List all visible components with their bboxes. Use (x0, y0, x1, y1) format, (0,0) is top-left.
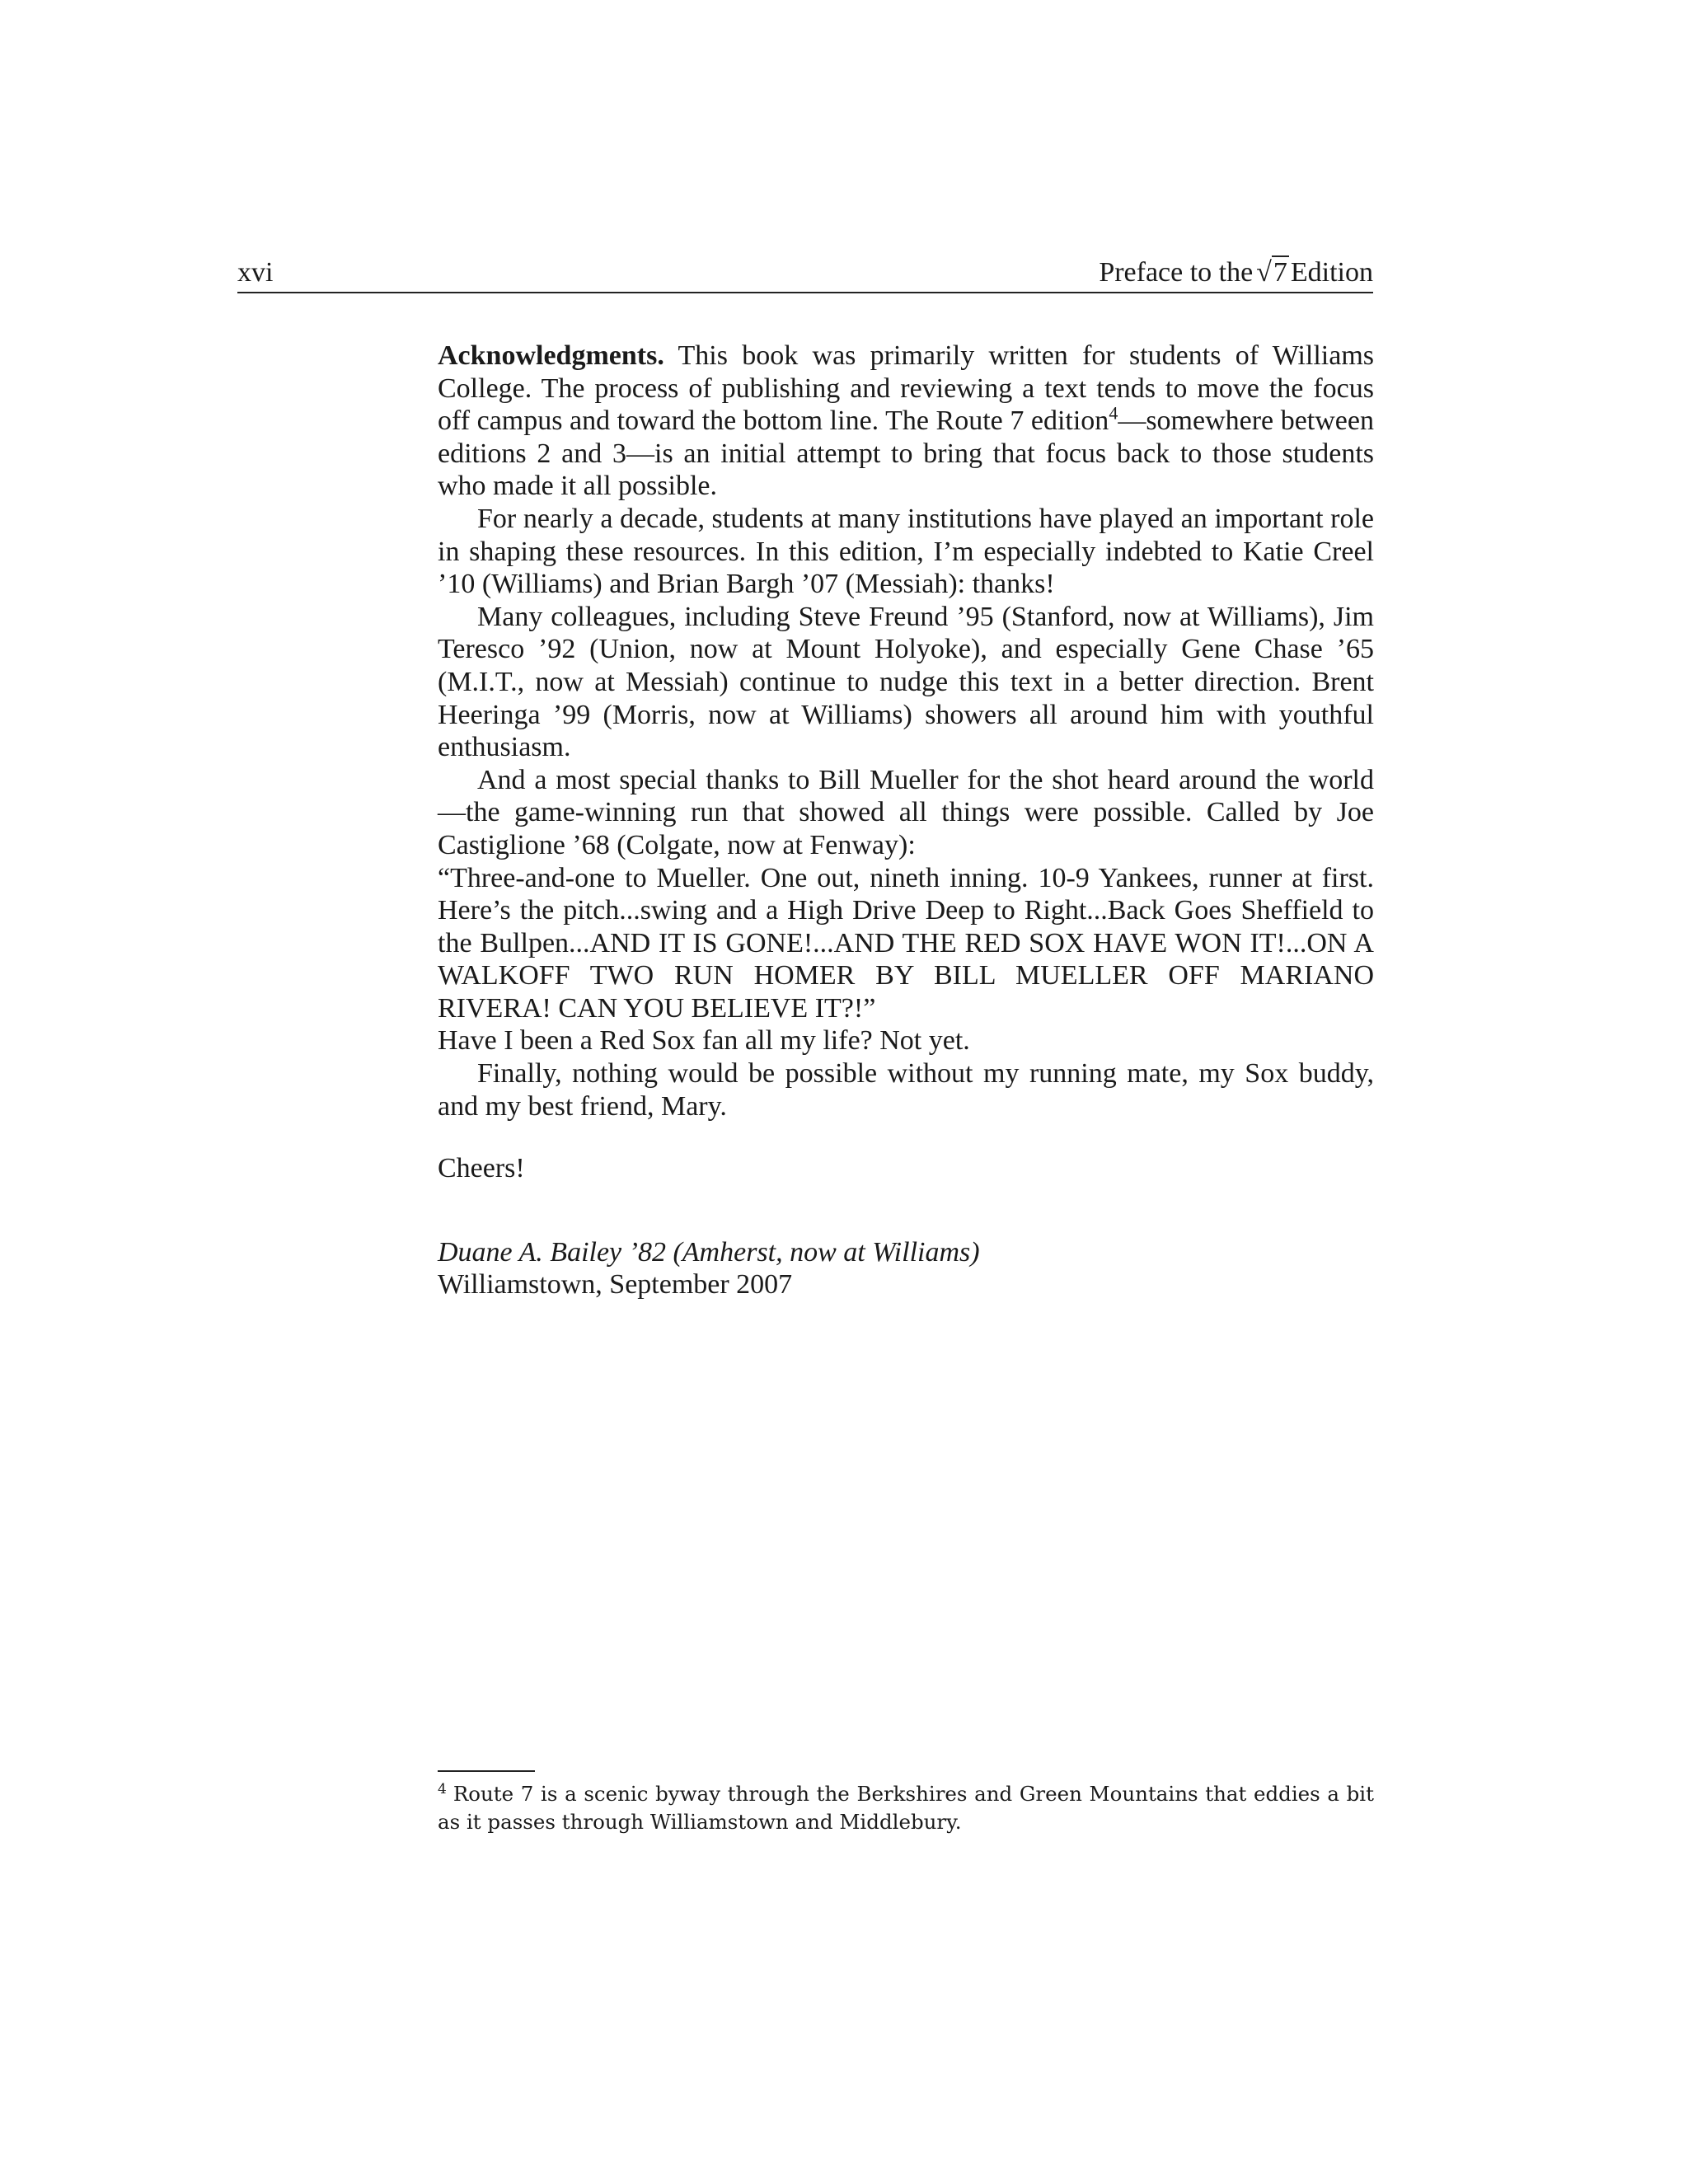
square-root-symbol (1256, 257, 1289, 288)
paragraph-2: For nearly a decade, students at many institutions have played an important role in shaping these resources. In this edition, I’m especially indebted to Katie Creel ’10 (Williams) and Brian Bargh ’07 (Messiah): thanks! (438, 503, 1374, 600)
main-text (438, 340, 1374, 1301)
paragraph-acknowledgments (438, 340, 1374, 503)
closing: Cheers! (438, 1153, 525, 1184)
chapter-title-prefix: Preface to the (1099, 257, 1254, 288)
paragraph-1-text: This book was primarily written for students of Williams College. The process of publishing and reviewing a text tends to move the focus off campus and toward the bottom line. The Route 7 edition (438, 340, 1374, 437)
section-heading: Acknowledgments. (438, 340, 664, 371)
paragraph-6: Finally, nothing would be possible without my running mate, my Sox buddy, and my best friend, Mary. (438, 1058, 1374, 1122)
radical-sign-icon: √ (1256, 257, 1272, 288)
chapter-title-suffix: Edition (1290, 257, 1373, 288)
paragraph-4: And a most special thanks to Bill Mueller for the shot heard around the world—the game-winning run that showed all things were possible. Called by Joe Castiglione ’68 (Colgate, now at Fenway): (438, 764, 1374, 860)
paragraph-1-text-continued: —somewhere between editions 2 and 3—is an initial attempt to bring that focus back to those students who made it all possible. (438, 405, 1374, 502)
radicand: 7 (1273, 257, 1287, 288)
spacer (438, 1122, 1374, 1152)
footnote (438, 1780, 1374, 1836)
spacer (438, 1185, 1374, 1236)
chapter-title (1099, 257, 1373, 288)
paragraph-5: Have I been a Red Sox fan all my life? Not yet. (438, 1025, 970, 1057)
paragraph-3: Many colleagues, including Steve Freund ’95 (Stanford, now at Williams), Jim Teresco ’92 (Union, now at Mount Holyoke), and especially Gene Chase ’65 (M.I.T., now at Messiah) continue to nudge this text in a better direction. Brent Heeringa ’99 (Morris, now at Williams) showers all around him with youthful enthusiasm. (438, 601, 1374, 763)
running-head (237, 251, 1373, 293)
footnote-reference[interactable]: 4 (1109, 402, 1118, 424)
signature-name: Duane A. Bailey ’82 (Amherst, now at Williams) (438, 1236, 980, 1268)
block-quote: “Three-and-one to Mueller. One out, nineth inning. 10-9 Yankees, runner at first. Here’s the pitch...swing and a High Drive Deep to Right...Back Goes Sheffield to the Bullpen...AND IT IS GONE!...AND THE RED SOX HAVE WON IT!...ON A WALKOFF TWO RUN HOMER BY BILL MUELLER OFF MARIANO RIVERA! CAN YOU BELIEVE IT?!” (438, 862, 1374, 1024)
page-number: xvi (237, 257, 274, 288)
footnote-rule (438, 1770, 535, 1772)
footnote-mark: 4 (438, 1780, 447, 1797)
footnote-text: Route 7 is a scenic byway through the Berkshires and Green Mountains that eddies a bit as it passes through Williamstown and Middlebury. (438, 1782, 1374, 1834)
signature-place-date: Williamstown, September 2007 (438, 1269, 793, 1301)
